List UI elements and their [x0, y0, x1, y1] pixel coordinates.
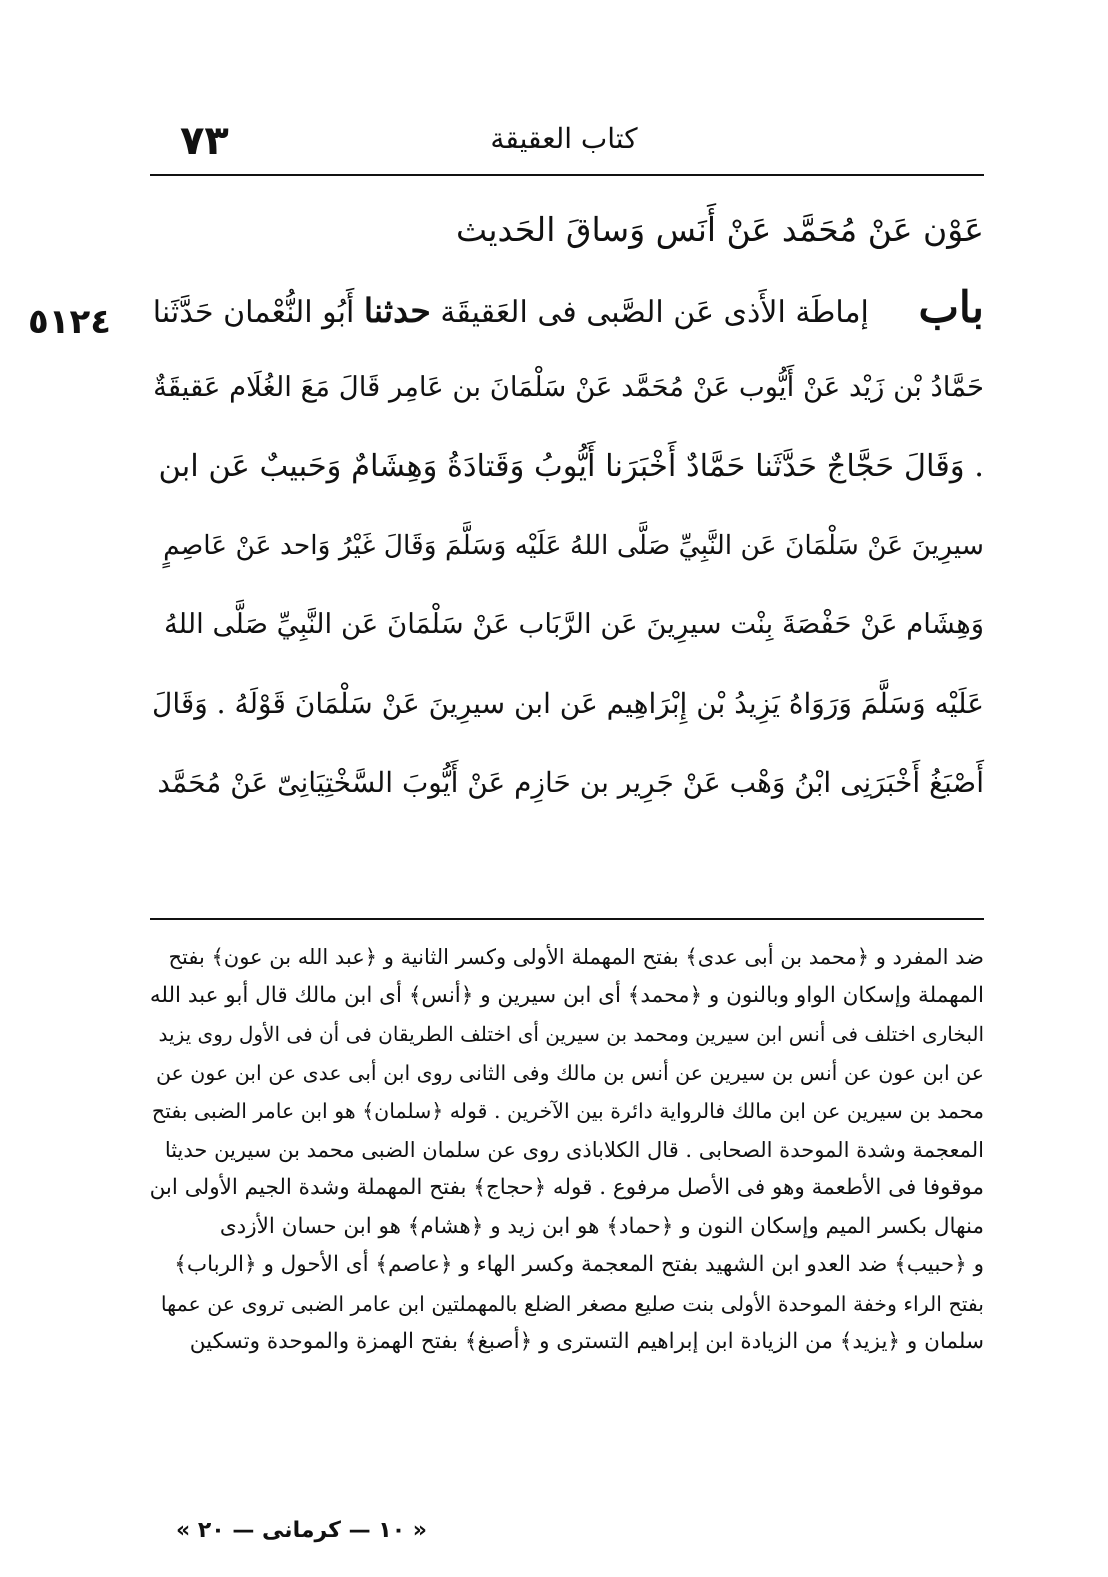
book-title: كتاب العقيقة [490, 122, 638, 155]
commentary-text [150, 938, 984, 1362]
haddathana-marker: حدثنا [363, 291, 431, 330]
page-number: ٧٣ [180, 118, 229, 164]
commentary-line: بفتح الراء وخفة الموحدة الأولى بنت صليع مصغر الضلع بالمهملتين ابن عامر الضبى تروى عن عمها [160, 1291, 984, 1316]
commentary-divider [150, 918, 984, 920]
main-line: . وَقَالَ حَجَّاجٌ حَدَّثَنا حَمَّادٌ أَخْبَرَنا أَيُّوبُ وَقَتادَةُ وَهِشَامٌ وَحَبيبٌ عَن ابن [158, 449, 984, 484]
chapter-heading: باب [918, 283, 984, 333]
hadith-number: ٥١٢٤ [28, 302, 112, 342]
chapter-tail: أَبُو النُّعْمان حَدَّثَنا [152, 295, 355, 330]
main-line: أَصْبَغُ أَخْبَرَنِى ابْنُ وَهْب عَنْ جَرِير بن حَازِم عَنْ أَيُّوبَ السَّخْتِيَانِىّ عَنْ مُحَمَّد [157, 766, 984, 799]
commentary-line: عن ابن عون عن أنس بن سيرين عن أنس بن مالك وفى الثانى روى ابن أبى عدى عن ابن عون عن [155, 1060, 984, 1085]
hadith-text [152, 190, 984, 822]
commentary-line: المعجمة وشدة الموحدة الصحابى . قال الكلاباذى روى عن سلمان الضبى محمد بن سيرين حديثا [164, 1137, 984, 1162]
main-line: عَوْن عَنْ مُحَمَّد عَنْ أَنَس وَساقَ الحَديث [455, 210, 984, 249]
commentary-line: المهملة وإسكان الواو وبالنون و ﴿محمد﴾ أى ابن سيرين و ﴿أنس﴾ أى ابن مالك قال أبو عبد الله [150, 982, 984, 1008]
main-line: عَلَيْه وَسَلَّمَ وَرَوَاهُ يَزِيدُ بْن إِبْرَاهِيم عَن ابن سيرِينَ عَنْ سَلْمَانَ قَوْلَهُ . وَقَالَ [151, 687, 984, 720]
commentary-line: منهال بكسر الميم وإسكان النون و ﴿حماد﴾ هو ابن زيد و ﴿هشام﴾ هو ابن حسان الأزدى [219, 1213, 984, 1239]
main-line: وَهِشَام عَنْ حَفْصَةَ بِنْت سيرِينَ عَن الرَّبَاب عَنْ سَلْمَانَ عَن النَّبِيِّ صَلَّى اللهُ [163, 608, 984, 640]
page-header [150, 118, 978, 168]
header-divider [150, 174, 984, 176]
main-line: حَمَّادُ بْن زَيْد عَنْ أَيُّوب عَنْ مُحَمَّد عَنْ سَلْمَانَ بن عَامِر قَالَ مَعَ الغُلَام عَقيقَةٌ [153, 371, 984, 403]
commentary-line: البخارى اختلف فى أنس ابن سيرين ومحمد بن سيرين أى اختلف الطريقان فى أن فى الأول روى يزيد [158, 1022, 984, 1046]
main-line: سيرِينَ عَنْ سَلْمَانَ عَن النَّبِيِّ صَلَّى اللهُ عَلَيْه وَسَلَّمَ وَقَالَ غَيْرُ وَاحد عَنْ عَاصِمٍ [163, 530, 984, 561]
commentary-line: ضد المفرد و ﴿محمد بن أبى عدى﴾ بفتح المهملة الأولى وكسر الثانية و ﴿عبد الله بن عون﴾ بفتح [168, 945, 984, 969]
chapter-title: إماطَة الأَذى عَن الصَّبى فى العَقيقَة [440, 295, 869, 330]
main-line-chapter [152, 269, 984, 348]
commentary-line: و ﴿حبيب﴾ ضد العدو ابن الشهيد بفتح المعجمة وكسر الهاء و ﴿عاصم﴾ أى الأحول و ﴿الرباب﴾ [174, 1252, 984, 1277]
page-footer-signature: « ١٠ — كرمانى — ٢٠ » [176, 1518, 427, 1543]
commentary-line: سلمان و ﴿يزيد﴾ من الزيادة ابن إبراهيم التسترى و ﴿أصبغ﴾ بفتح الهمزة والموحدة وتسكين [189, 1329, 984, 1354]
commentary-line: محمد بن سيرين عن ابن مالك فالرواية دائرة بين الآخرين . قوله ﴿سلمان﴾ هو ابن عامر الضبى بفتح [151, 1099, 984, 1123]
commentary-line: موقوفا فى الأطعمة وهو فى الأصل مرفوع . قوله ﴿حجاج﴾ بفتح المهملة وشدة الجيم الأولى ابن [150, 1175, 984, 1200]
